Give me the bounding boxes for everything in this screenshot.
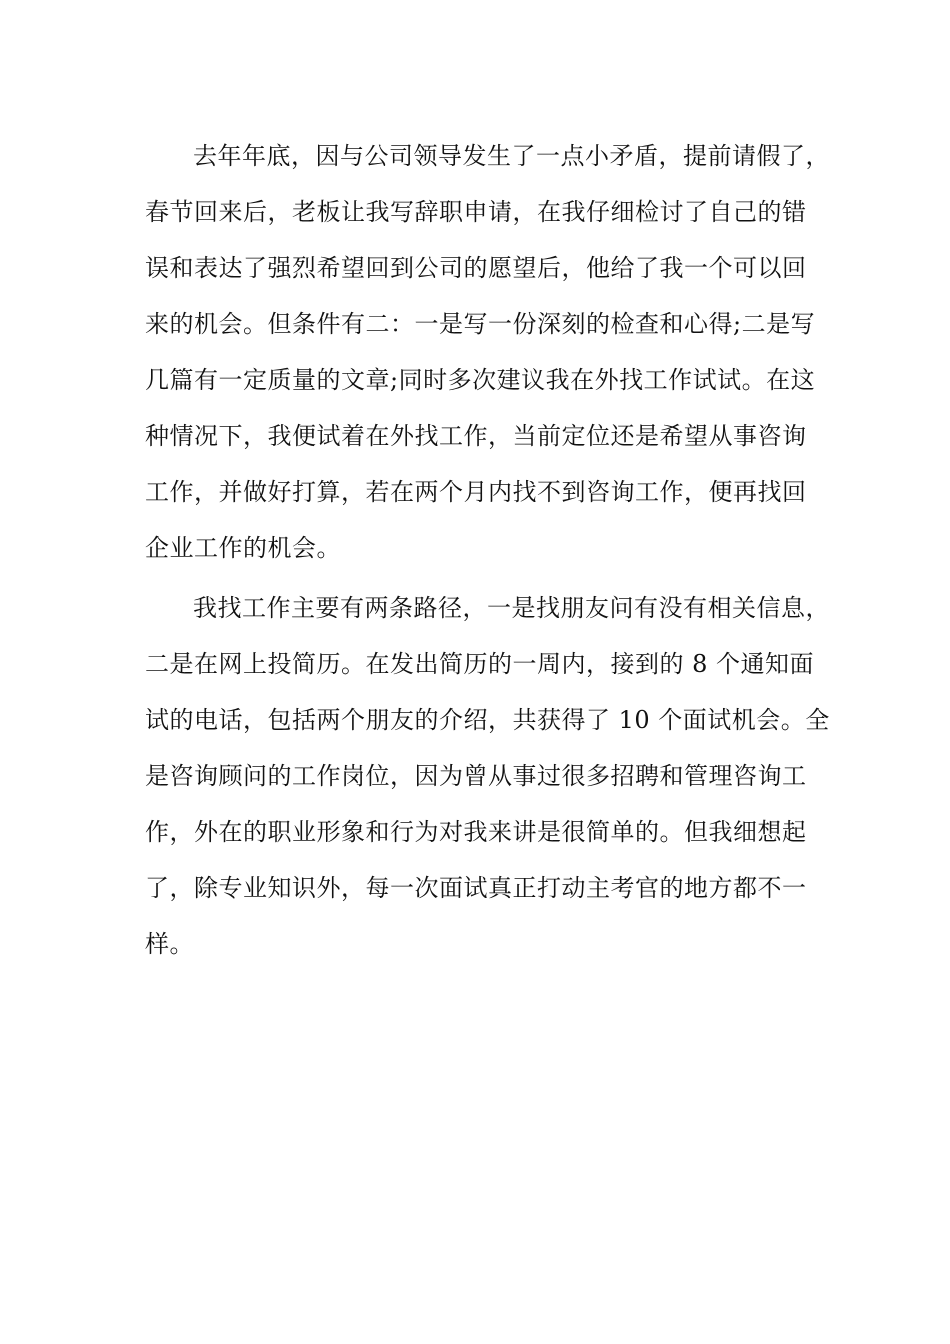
text-line: 来的机会。但条件有二：一是写一份深刻的检查和心得;二是写 [145,310,816,338]
text-line: 去年年底，因与公司领导发生了一点小矛盾，提前请假了， [193,142,830,170]
document-body [145,128,830,972]
paragraph-1 [145,128,830,576]
text-line: 几篇有一定质量的文章;同时多次建议我在外找工作试试。在这 [145,366,816,394]
text-line: 作，外在的职业形象和行为对我来讲是很简单的。但我细想起 [145,818,807,846]
text-line: 是咨询顾问的工作岗位，因为曾从事过很多招聘和管理咨询工 [145,762,807,790]
text-line: 试的电话，包括两个朋友的介绍，共获得了 10 个面试机会。全 [145,706,830,734]
paragraph-2 [145,580,830,972]
text-line: 工作，并做好打算，若在两个月内找不到咨询工作，便再找回 [145,478,807,506]
text-line: 二是在网上投简历。在发出简历的一周内，接到的 8 个通知面 [145,650,815,678]
text-line: 我找工作主要有两条路径，一是找朋友问有没有相关信息， [193,594,830,622]
text-line: 种情况下，我便试着在外找工作，当前定位还是希望从事咨询 [145,422,807,450]
text-line: 了，除专业知识外，每一次面试真正打动主考官的地方都不一 [145,874,807,902]
text-line: 春节回来后，老板让我写辞职申请，在我仔细检讨了自己的错 [145,198,807,226]
text-line: 企业工作的机会。 [145,534,341,562]
text-line: 样。 [145,930,194,958]
text-line: 误和表达了强烈希望回到公司的愿望后，他给了我一个可以回 [145,254,807,282]
